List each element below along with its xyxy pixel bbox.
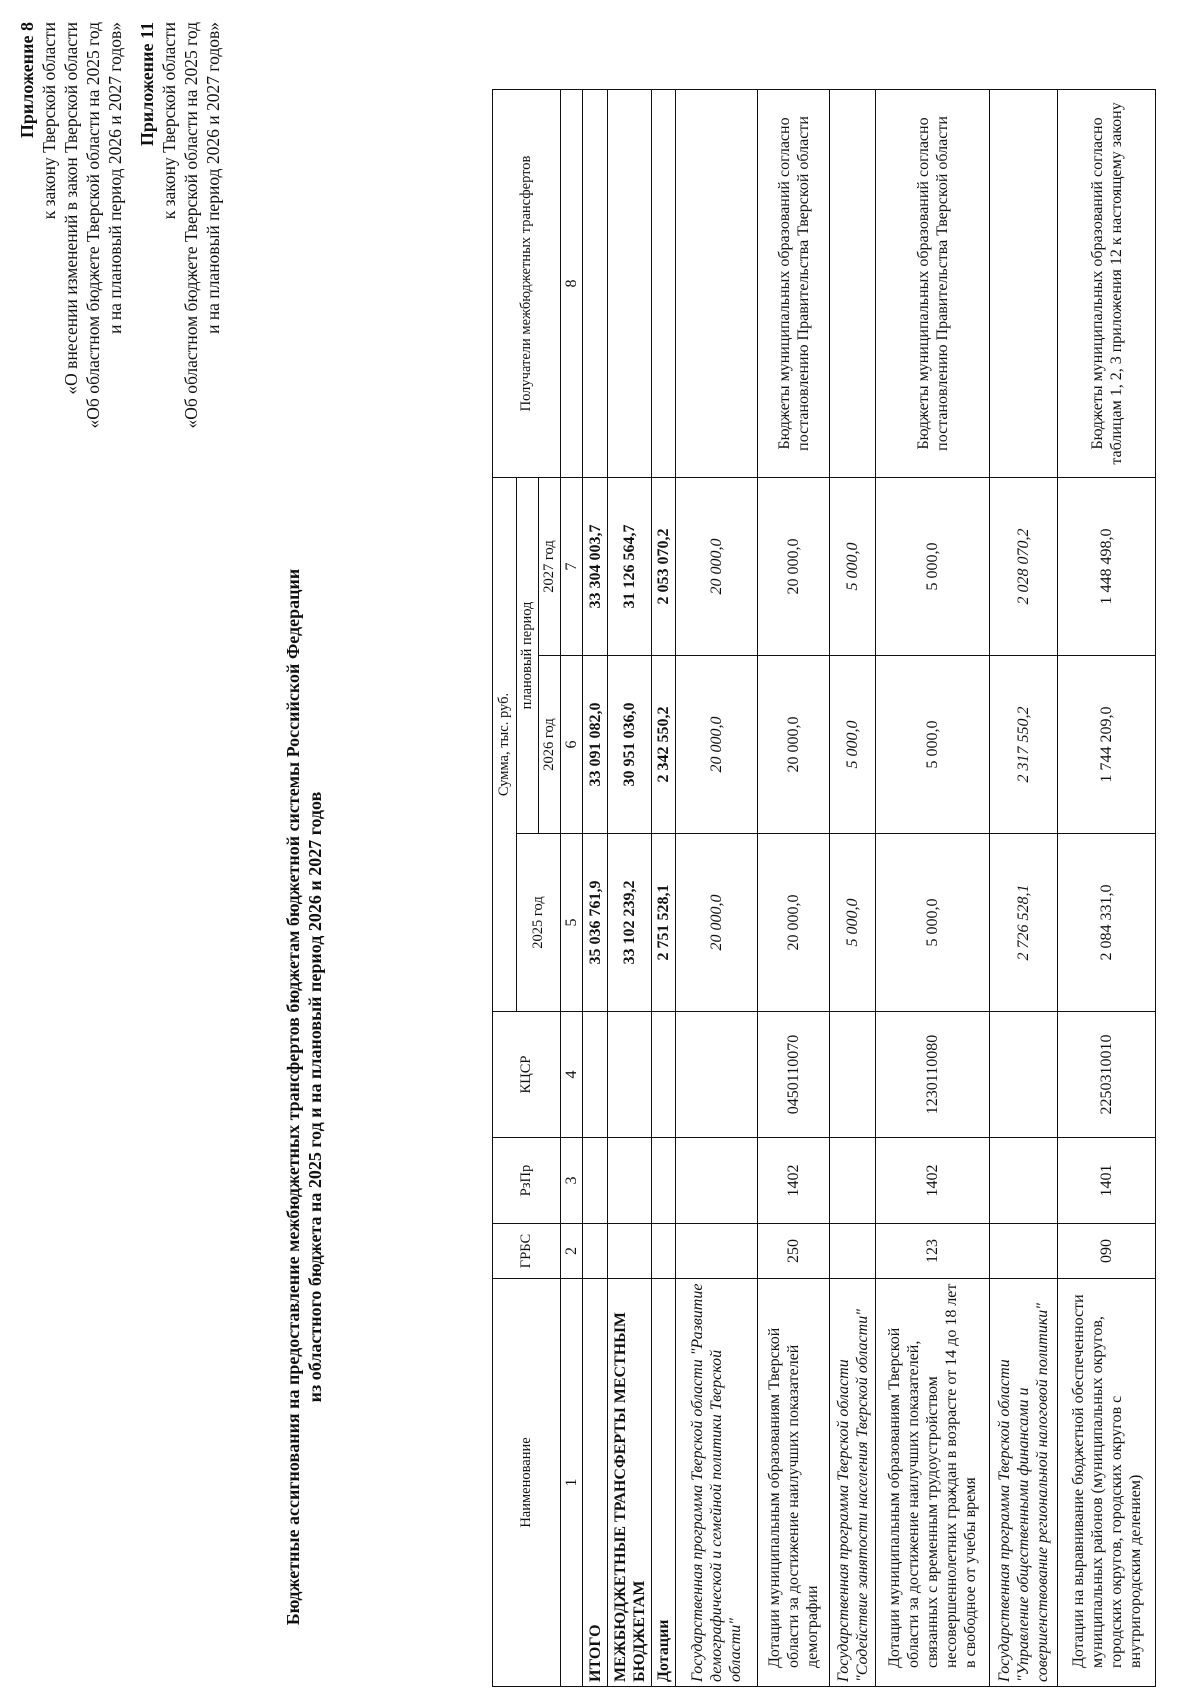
- appendix-8-line: к закону Тверской области: [39, 22, 59, 220]
- header-year-2026: 2026 год: [539, 656, 561, 834]
- row-recipients: Бюджеты муниципальных образований согласно постановлению Правительства Тверской области: [876, 89, 990, 477]
- row-amount-2027: 20 000,0: [676, 477, 758, 655]
- row-name: [758, 1279, 830, 1687]
- document-title-line: Бюджетные ассигнования на предоставление межбюджетных трансфертов бюджетам бюджетной системы Российской Федерации: [283, 568, 303, 1626]
- header-recipients: Получатели межбюджетных трансфертов: [493, 89, 561, 477]
- row-amount-2027: 20 000,0: [758, 477, 830, 655]
- header-amount: Сумма, тыс. руб.: [493, 477, 517, 1011]
- appendix-11-line: «Об областном бюджете Тверской области на 2025 год: [181, 22, 201, 429]
- row-amount-2026: 2 342 550,2: [652, 656, 676, 834]
- table-row: [830, 89, 876, 1686]
- row-amount-2027: 5 000,0: [876, 477, 990, 655]
- header-year-2027: 2027 год: [539, 477, 561, 655]
- appendix-8-line: «Об областном бюджете Тверской области на 2025 год: [83, 22, 103, 429]
- row-amount-2025: 5 000,0: [876, 834, 990, 1012]
- row-rzpr: 1401: [1058, 1138, 1156, 1224]
- row-rzpr: [608, 1138, 652, 1224]
- row-amount-2026: 33 091 082,0: [583, 656, 608, 834]
- row-amount-2027: 31 126 564,7: [608, 477, 652, 655]
- table-row: [608, 89, 652, 1686]
- row-amount-2025: 2 751 528,1: [652, 834, 676, 1012]
- table-row: [676, 89, 758, 1686]
- row-recipients: [608, 89, 652, 477]
- row-amount-2026: 5 000,0: [830, 656, 876, 834]
- row-name: Государственная программа Тверской области "Содействие занятости населения Тверской области": [830, 1279, 876, 1687]
- row-amount-2026: 5 000,0: [876, 656, 990, 834]
- row-recipients: Бюджеты муниципальных образований согласно постановлению Правительства Тверской области: [758, 89, 830, 477]
- row-grbs: [652, 1224, 676, 1279]
- row-name: [876, 1279, 990, 1687]
- row-amount-2027: 1 448 498,0: [1058, 477, 1156, 655]
- column-number: 7: [561, 477, 583, 655]
- row-kcsr: [990, 1012, 1058, 1138]
- row-grbs: [583, 1224, 608, 1279]
- header-name: Наименование: [493, 1279, 561, 1687]
- row-amount-2025: 35 036 761,9: [583, 834, 608, 1012]
- row-kcsr: 1230110080: [876, 1012, 990, 1138]
- header-kcsr: КЦСР: [493, 1012, 561, 1138]
- row-kcsr: 2250310010: [1058, 1012, 1156, 1138]
- row-grbs: [830, 1224, 876, 1279]
- table-row: [1058, 89, 1156, 1686]
- row-kcsr: 0450110070: [758, 1012, 830, 1138]
- row-name-text: Дотации на выравнивание бюджетной обеспеченности муниципальных районов (муниципальных округов, городских округов, городских округов с внутригородским делением): [1069, 1294, 1144, 1668]
- row-name-text: Дотации муниципальным образованиям Тверской области за достижение наилучших показателей, связанных с временным трудоустройством несовершеннолетних граждан в возрасте от 14 до 18 лет в свободное от учебы время: [886, 1283, 979, 1668]
- row-recipients: [583, 89, 608, 477]
- row-amount-2026: 2 317 550,2: [990, 656, 1058, 834]
- row-kcsr: [652, 1012, 676, 1138]
- row-kcsr: [583, 1012, 608, 1138]
- column-number: 6: [561, 656, 583, 834]
- appendix-11-line: к закону Тверской области: [159, 22, 179, 220]
- document-title-line: из областного бюджета на 2025 год и на плановый период 2026 и 2027 годов: [305, 791, 325, 1403]
- row-amount-2025: 20 000,0: [758, 834, 830, 1012]
- row-name: ИТОГО: [583, 1279, 608, 1687]
- row-grbs: [676, 1224, 758, 1279]
- column-number: 2: [561, 1224, 583, 1279]
- row-name-text: Дотации муниципальным образованиям Тверской области за достижение наилучших показателей демографии: [766, 1327, 821, 1668]
- row-kcsr: [830, 1012, 876, 1138]
- row-rzpr: 1402: [758, 1138, 830, 1224]
- column-number: 4: [561, 1012, 583, 1138]
- row-amount-2026: 30 951 036,0: [608, 656, 652, 834]
- row-recipients: [830, 89, 876, 477]
- row-amount-2027: 2 028 070,2: [990, 477, 1058, 655]
- row-grbs: [990, 1224, 1058, 1279]
- row-name: Государственная программа Тверской области "Развитие демографической и семейной политики Тверской области": [676, 1279, 758, 1687]
- row-recipients: Бюджеты муниципальных образований согласно таблицам 1, 2, 3 приложения 12 к настоящему закону: [1058, 89, 1156, 477]
- appendix-11-line: и на плановый период 2026 и 2027 годов»: [203, 22, 223, 334]
- table-row: [876, 89, 990, 1686]
- header-grbs: ГРБС: [493, 1224, 561, 1279]
- row-rzpr: [830, 1138, 876, 1224]
- row-name: Государственная программа Тверской области "Управление общественными финансами и совершенствование региональной налоговой политики": [990, 1279, 1058, 1687]
- row-amount-2025: 2 726 528,1: [990, 834, 1058, 1012]
- column-number: 1: [561, 1279, 583, 1687]
- table-row: [652, 89, 676, 1686]
- row-amount-2027: 2 053 070,2: [652, 477, 676, 655]
- row-recipients: [652, 89, 676, 477]
- appendix-11-title: Приложение 11: [137, 22, 157, 147]
- row-name: Дотации: [652, 1279, 676, 1687]
- header-rzpr: РзПр: [493, 1138, 561, 1224]
- row-kcsr: [676, 1012, 758, 1138]
- appendix-8-title: Приложение 8: [17, 22, 37, 139]
- document-title: [282, 497, 326, 1697]
- row-rzpr: [583, 1138, 608, 1224]
- appendix-8-header: [16, 22, 126, 428]
- row-amount-2025: 33 102 239,2: [608, 834, 652, 1012]
- appendix-11-header: [136, 22, 224, 428]
- row-amount-2026: 20 000,0: [676, 656, 758, 834]
- table-row: [583, 89, 608, 1686]
- header-planning-period: плановый период: [517, 477, 539, 833]
- row-recipients: [990, 89, 1058, 477]
- row-grbs: [608, 1224, 652, 1279]
- row-amount-2027: 5 000,0: [830, 477, 876, 655]
- row-amount-2025: 20 000,0: [676, 834, 758, 1012]
- row-grbs: 250: [758, 1224, 830, 1279]
- row-kcsr: [608, 1012, 652, 1138]
- row-rzpr: [990, 1138, 1058, 1224]
- row-amount-2026: 1 744 209,0: [1058, 656, 1156, 834]
- row-rzpr: 1402: [876, 1138, 990, 1224]
- column-number: 5: [561, 834, 583, 1012]
- row-rzpr: [652, 1138, 676, 1224]
- column-number: 3: [561, 1138, 583, 1224]
- row-recipients: [676, 89, 758, 477]
- table-row: [990, 89, 1058, 1686]
- row-rzpr: [676, 1138, 758, 1224]
- row-amount-2026: 20 000,0: [758, 656, 830, 834]
- row-amount-2025: 2 084 331,0: [1058, 834, 1156, 1012]
- row-amount-2027: 33 304 003,7: [583, 477, 608, 655]
- row-amount-2025: 5 000,0: [830, 834, 876, 1012]
- row-name: [1058, 1279, 1156, 1687]
- column-number: 8: [561, 89, 583, 477]
- budget-table: [492, 89, 1156, 1687]
- header-year-2025: 2025 год: [517, 834, 561, 1012]
- table-row: [758, 89, 830, 1686]
- appendix-8-line: «О внесении изменений в закон Тверской области: [61, 22, 81, 395]
- row-grbs: 123: [876, 1224, 990, 1279]
- row-name: МЕЖБЮДЖЕТНЫЕ ТРАНСФЕРТЫ МЕСТНЫМ БЮДЖЕТАМ: [608, 1279, 652, 1687]
- row-grbs: 090: [1058, 1224, 1156, 1279]
- appendix-8-line: и на плановый период 2026 и 2027 годов»: [105, 22, 125, 334]
